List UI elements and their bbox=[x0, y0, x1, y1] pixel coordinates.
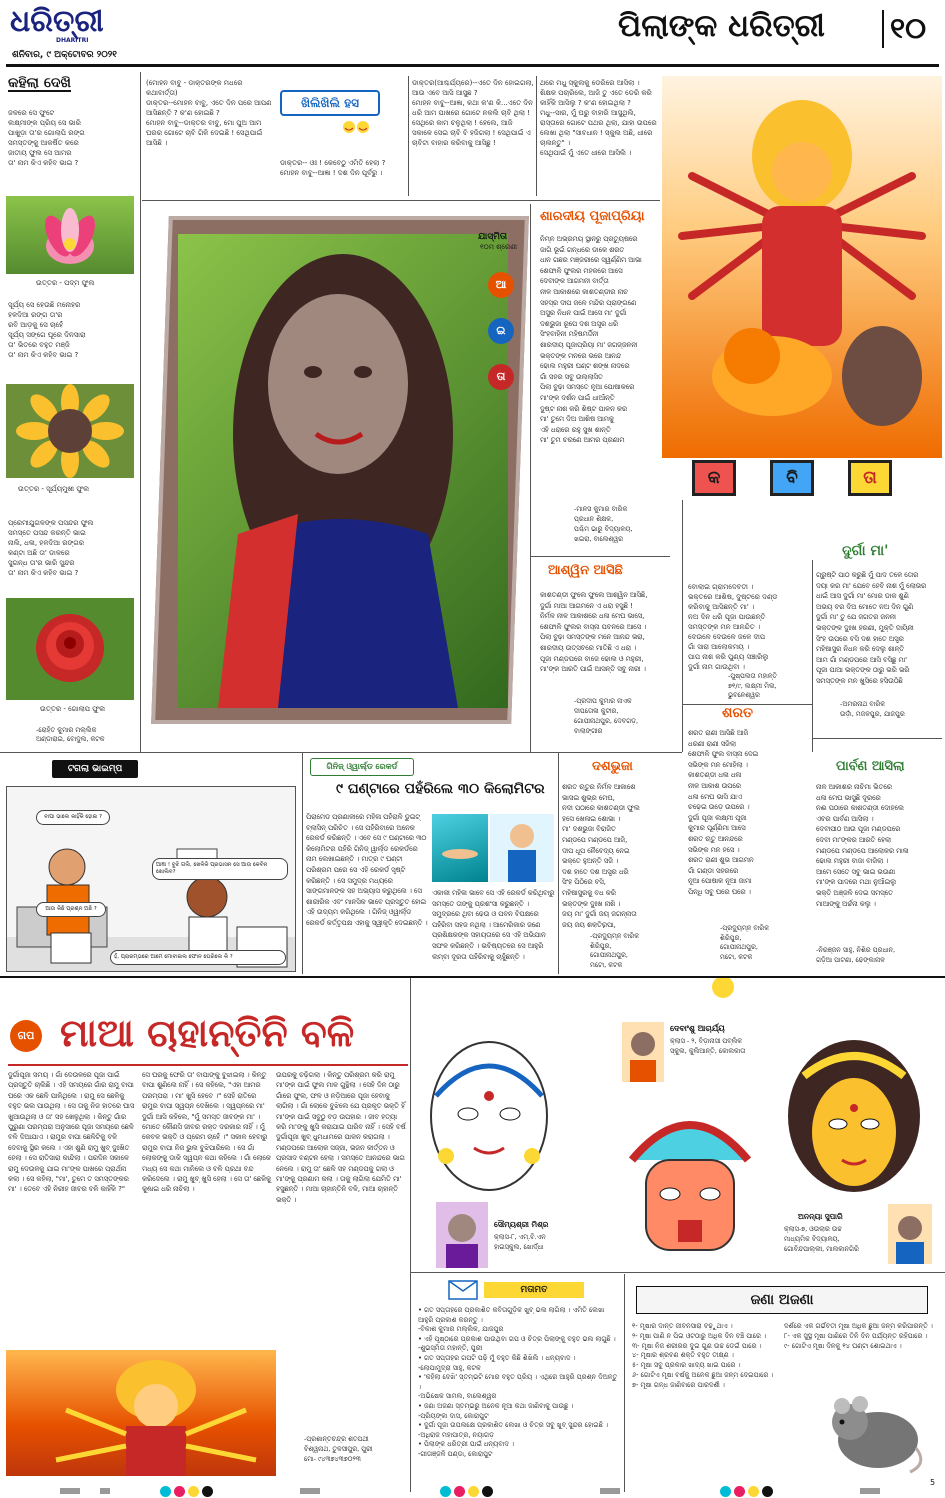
sharata-credit: -ପ୍ରଦ୍ୟୁମ୍ନ ବାରିକ ଶିରିପୁର, ଗୋପୀନାଥପୁର, ମଟୋ, କଟକ bbox=[720, 924, 770, 961]
durga-ma-credit: -ଅମରନାଥ ବାରିକ ଉଡ଼ାଁ, ମଜଳପୁର, ଯାଜପୁର bbox=[840, 700, 905, 718]
riddle-1: ଜଳରେ ସେ ଫୁଟେ ଲକ୍ଷ୍ମୀଙ୍କ ପ୍ରିୟ ସେ ଭାରି ପାଖୁଡ଼ା ତା'ର ଗୋଲାପି ରଙ୍ଗ ସମସ୍ତଙ୍କୁ ଆକର୍ଷିତ କରେ ଜାତୀୟ ଫୁଲ ସେ ଆମର ତା' ନାମ କିଏ କହିବ ଭାଇ ? bbox=[8, 109, 85, 167]
featured-child-photo bbox=[178, 234, 508, 708]
sunflower-icon bbox=[6, 384, 134, 478]
col-divider-cartoon bbox=[302, 752, 303, 974]
kavita-tile-bi: ବି bbox=[770, 460, 814, 496]
joke-1-col-c: ଡାକ୍ତର(ଆଶ୍ଚର୍ଯ୍ୟରେ)--ଏତେ ଦିନ ହୋଇଗଲା, ଆଉ ଏବେ ଆସି ଆସୁଛ ? ମୋହନ ବାବୁ--ଆଜ୍ଞା, କଥା କ'ଣ କି...ଏତେ ଦିନ ଧରି ଆମ ପାଖରେ ଗୋଟେ ନକଲି ଚାବି ଥିଲା ! ସେଥିରେ କାମ ଚଳୁଥିଲା ! ହେଲେ, ଆଜି ସକାଳେ ସେଇ ଚାବି ବି ହଜିଗଲା ! ସେଥିପାଇଁ ଏ ଚାବିଟା ବାହାର କରିବାକୁ ଆସିଛୁ ! bbox=[412, 79, 534, 147]
sunflower-image bbox=[6, 384, 134, 478]
gapa-durga-image bbox=[6, 1350, 276, 1476]
col-divider-sharadiya bbox=[530, 204, 531, 752]
parbana-title: ପାର୍ବଣ ଆସିଲା bbox=[836, 759, 905, 774]
durga-idol-image bbox=[662, 76, 942, 458]
gapa-durga-illustration bbox=[6, 1350, 276, 1476]
col-divider-mid bbox=[682, 500, 683, 752]
mid-poem-credit: -ପୁଷ୍ପଲତା ମହାନ୍ତି ୭୧/୯, ଲକ୍ଷ୍ମୀ ମିଲ, ଭୁବନେଶ୍ୱର bbox=[728, 672, 778, 699]
joke-divider-2 bbox=[536, 76, 537, 196]
reg-mark-1 bbox=[160, 1486, 171, 1497]
child-class: ୧୦ମ ଶ୍ରେଣୀ bbox=[480, 243, 518, 251]
riddle-2: ସୂର୍ଯ୍ୟ ସେ ହେଉଛି ମନୋହର ହଳଦିଆ ରଙ୍ଗ ତା'ର ରବି ଆଡ଼କୁ ସେ ଚାହେଁ ସୂର୍ଯ୍ୟ ସଙ୍ଗେ ଘୂରେ ଦିନସାରା ତା' ଭିତରେ ବହୁତ ମଞ୍ଜି ତା' ନାମ କିଏ କହିବ ଭାଇ ? bbox=[8, 301, 86, 359]
gapa-credit: -ପ୍ରଶାନ୍ତଚନ୍ଦ୍ର ଶତପଥୀ ବିଶ୍ୱନାଥ, ତୁଳସୀପୁର, ପୁରୀ ମୋ- ୯୪୩୭୪୩୭୦୨୩ bbox=[304, 1435, 373, 1463]
col-divider-durga bbox=[812, 560, 813, 752]
folio-number: 5 bbox=[930, 1478, 936, 1487]
artist-2-name: ସୌମ୍ୟଶ୍ରୀ ମିଶ୍ର bbox=[494, 1220, 549, 1229]
kids-section-badge bbox=[712, 976, 734, 998]
artist-3-photo bbox=[888, 1204, 932, 1264]
footer-bar-3 bbox=[300, 1488, 320, 1494]
col-divider-left bbox=[140, 72, 141, 752]
parbana-top-rule bbox=[812, 738, 942, 739]
rat-image bbox=[820, 1378, 930, 1476]
gapa-col-1: ଦୁର୍ଗାପୂଜା ସମୟ । ଗାଁ ଦେଉଳରେ ପୂଜା ପାଇଁ ପ୍ରସ୍ତୁତି ଚାଲିଛି । ଏହି ସମୟରେ ଗାଁର ରାମୁ ବାପା ଘରେ ଏକ ଛେଳି ପାଳିଥିଲେ । ରାମୁ ସେ ଛେଳିକୁ ବହୁତ ଭଲ ପାଉଥିଲା । ସେ ତାକୁ ନିଜ ହାତରେ ଘାସ ଖୁଆଉଥିଲା ଓ ତା' ସହ ଖେଳୁଥିଲା । କିନ୍ତୁ ଗାଁର ପୁରୁଣା ପରମ୍ପରା ଅନୁସାରେ ପୂଜା ସମୟରେ ଛେଳି ବଳି ଦିଆଯାଏ । ରାମୁର ବାପା ଛେଳିଟିକୁ ବଳି ଦେବାକୁ ସ୍ଥିର କଲେ । ଏହା ଶୁଣି ରାମୁ ଖୁବ୍ ଦୁଃଖିତ ହେଲା । ସେ ରାତିସାରା କାନ୍ଦିଲା । ପରଦିନ ସକାଳେ ରାମୁ ଦେଉଳକୁ ଯାଇ ମା'ଙ୍କ ପାଖରେ ପ୍ରାର୍ଥନା କଲା । ସେ କହିଲା, "ମା', ତୁମେ ତ ସମସ୍ତଙ୍କର ମା' । ତେବେ ଏହି ନିରୀହ ଜୀବର ବଳି କାହିଁକି ?" bbox=[8, 1071, 135, 1194]
reg-mark-2 bbox=[174, 1486, 185, 1497]
drawing-1 bbox=[426, 1036, 552, 1196]
drawing-3 bbox=[784, 1036, 924, 1202]
guinness-body-1: ପିରାମେଡ ପ୍ରଣାଳୀରେ ମହିଳା ପହଁରାଳି ଡୁଇଟ୍ ବ୍ଲାସିନ୍ ପରିଚିତ । ସେ ପହଁରିବାରେ ଅନେକ ରେକର୍ଡ କରିଛନ୍ତି । ଏବେ ସେ ୯ ଘଣ୍ଟାରେ ୩୦ କିଲୋମିଟର ପହଁରି ଗିନିଜ୍ ୱାର୍ଲ୍ଡ ରେକର୍ଡରେ ନାମ ଲେଖାଇଛନ୍ତି । ମାତ୍ର ୯ ଘଣ୍ଟା ପରିଶ୍ରମ ପରେ ସେ ଏହି ରେକର୍ଡ ସୃଷ୍ଟି କରିଛନ୍ତି । ସେ ସମୁଦ୍ର ମଧ୍ୟରେ ସାଙ୍ଗମାନଙ୍କ ସହ ଅଭ୍ୟାସ କରୁଥିଲେ । ସେ ଶାରୀରିକ ଏବଂ ମାନସିକ ଭାବେ ପ୍ରସ୍ତୁତ ହୋଇ ଏହି ଉଦ୍ୟମ କରିଥିଲେ । ଗିନିଜ୍ ଓ୍ୱାର୍ଲ୍ଡ ରେକର୍ଡ କର୍ତ୍ତୃପକ୍ଷ ଏହାକୁ ସ୍ୱୀକୃତି ଦେଇଛନ୍ତି । bbox=[306, 813, 428, 927]
section-title: ପିଲାଙ୍କ ଧରିତ୍ରୀ bbox=[618, 8, 825, 44]
col-divider-gapa bbox=[410, 978, 411, 1492]
circle-ta: ତା bbox=[488, 364, 514, 390]
khilikhili-section bbox=[142, 72, 658, 200]
reg-mark-11 bbox=[748, 1486, 759, 1497]
rose-image bbox=[6, 598, 134, 700]
ashwina-title: ଆଶ୍ୱିନ ଆସିଛି bbox=[548, 563, 623, 578]
guinness-body-2: ଏକାକୀ ମହିଳା ଭାବେ ସେ ଏହି ରେକର୍ଡ କରିଥିବାରୁ ସମସ୍ତେ ତାଙ୍କୁ ପ୍ରଶଂସା କରୁଛନ୍ତି । ସମୁଦ୍ରରେ ଥିବା ଢେଉ ଓ ପବନ ବିପକ୍ଷରେ ପହଁରିବା ସହଜ ନଥିଲା । ଆମେରିକାର ଜଣେ ପ୍ରଶିକ୍ଷକଙ୍କ ସହାୟତାରେ ସେ ଏହି ଅଭିଯାନ ସଫଳ କରିଛନ୍ତି । ଭବିଷ୍ୟତରେ ସେ ଆହୁରି ଲମ୍ବା ଦୂରତା ପହଁରିବାକୁ ଚାହୁଁଛନ୍ତି । bbox=[432, 889, 555, 961]
khilikhili-title-box bbox=[280, 90, 380, 116]
footer-bar-4 bbox=[600, 1488, 620, 1494]
ashwina-credit: -ପ୍ରଦୀପ କୁମାର ନାଏକ ଦୀପତୋଳା କୁଟୀର, ଗୋପୀନାଥପୁର, ଦେବଗଡ଼, ବାଲାଙ୍ଗୀର bbox=[574, 697, 639, 735]
jana-title: ଜଣା ଅଜଣା bbox=[750, 1292, 814, 1308]
artist-1-photo bbox=[622, 1022, 664, 1082]
ashwina-top-rule bbox=[530, 556, 670, 557]
artist-3-name: ଅନନ୍ୟା ସୁପାରି bbox=[798, 1212, 843, 1221]
matamata-title-box bbox=[484, 1282, 584, 1298]
reg-mark-5 bbox=[440, 1486, 451, 1497]
rat-icon bbox=[820, 1378, 930, 1476]
riddle-3-answer: ଉତ୍ତର - ଗୋଲାପ ଫୁଲ bbox=[40, 705, 106, 713]
khilikhili-rule bbox=[142, 200, 660, 201]
durga-ma-poem: ଗ୍ରୁଷ୍ଟି ପାଠ କରୁଛି ମୁଁ ପାଦ ତଳେ ତୋର ଦୟା କର ମା' ଯେବେ ହେବି ନାଶ ମୁଁ ଲୋଭର ଧାଇଁ ଆସ ଦୁର୍ଗା ମା' ମୋର ଡାକ ଶୁଣି ଅଭୟ ବର ଦିଅ ମୋତେ ନଅ ଦିନ ଗୁଣି ଦୁର୍ଗା ମା' ତୁ ଯେ ଜଗତର ଜନନୀ ଭକ୍ତଙ୍କ ଦୁଃଖ ହରଣୀ, ମୁକ୍ତି ଦାୟିନୀ ସିଂହ ଉପରେ ବସି ଦଶ ହାତେ ଅସ୍ତ୍ର ମହିଷାସୁର ନିଧନ କରି ଦେଲୁ ଶାନ୍ତି ଆମ ଗାଁ ମଣ୍ଡପରେ ଆସି ବସିଛୁ ମା' ପୂଜା ପାଆ ଭକ୍ତଙ୍କ ଠାରୁ ଭରି ଭରି ସମସ୍ତଙ୍କ ମନ ଖୁସିରେ ହସିଉଠିଛି bbox=[816, 571, 927, 685]
row2-rule bbox=[0, 752, 682, 753]
kavita-tile-ka: କ bbox=[692, 460, 736, 496]
cartoon-bubble-2: ଆଜ୍ଞା ! ବୁଝି ଗଲି, ଖେଳିକି ପ୍ରଭାସନ ସେ ଆଉ କେବିନ ଖୋଲିବ? bbox=[152, 858, 288, 880]
gapa-tag-text: ଗପ bbox=[17, 1029, 35, 1042]
sharadiya-poem: ନିମ୍ନ ଅଭ୍ରମୟ ସ୍ଥାନରୁ ପ୍ରତ୍ୟୁଷରେ ଜାଗି ଭୂଇଁ ଗନ୍ଧରେ ଡାକେ ଶରତ ଧାନ ଗଛର ମଞ୍ଜରୀରେ ସ୍ୱର୍ଣ୍ଣିମ ଆଭା ଶେଫାଳି ଫୁଲର ମହକରେ ଆସେ ଦେବୀଙ୍କ ଆଗମନୀ ବାର୍ତ୍ତା ନୀଳ ଆକାଶରେ କାଶତଣ୍ଡୀର ନାଚ ସହସ୍ର ଦୀପ ଜଳେ ମନ୍ଦିର ପ୍ରାଙ୍ଗଣେ ଅସୁର ନିଧନ ପାଇଁ ଆସେ ମା' ଦୁର୍ଗା ଦଶଭୁଜା ରୂପେ ଦଶ ଅସ୍ତ୍ର ଧରି ସିଂହବାହିନୀ ମହିଷମର୍ଦ୍ଦିନୀ ଶାରଦୀୟ ପୂଜାପ୍ରିୟା ମା' ଜଗଜ୍ଜନନୀ ଭକ୍ତଙ୍କ ମନରେ ଭରେ ଆନନ୍ଦ ଢୋଲ ମହୁରୀ ଘଣ୍ଟ ଶଙ୍ଖ ନାଦରେ ଗାଁ ସହର ସବୁ ଉଲ୍ଲାସିତ ପିଲା ବୁଢ଼ା ସମସ୍ତେ ନୂଆ ପୋଷାକରେ ମା'ଙ୍କ ଦର୍ଶନ ପାଇଁ ଧାଆଁନ୍ତି ଦୁଷ୍ଟ ନାଶ କରି ଶିଷ୍ଟ ପାଳନ କର ମା' ତୁମେ ଦିଅ ଆଶିଷ ଆମକୁ ଏହି ଧରାରେ ରହୁ ସୁଖ ଶାନ୍ତି ମା' ତୁମ ଚରଣେ ଆମର ପ୍ରଣାମ bbox=[540, 235, 642, 445]
riddle-3: ପ୍ରେମୀଯୁଗଳଙ୍କ ପସନ୍ଦର ଫୁଲ ସମସ୍ତେ ପସନ୍ଦ କରନ୍ତି ଭାଇ ନାଲି, ଧଳା, ହଳଦିଆ ରଙ୍ଗର କଣ୍ଟା ଅଛି ତା' ଡାଳରେ ସୁଗନ୍ଧ ତା'ର ଭାରି ସୁନ୍ଦର ତା' ନାମ କିଏ କହିବ ଭାଇ ? bbox=[8, 519, 94, 577]
guinness-tag: ଗିନିଜ୍ ଓ୍ୱାର୍ଲ୍ଡ ରେକର୍ଡ bbox=[326, 762, 398, 771]
cartoon-bubble-3: ଆଉ କିଛି ପ୍ରଶ୍ନ ଅଛି ? bbox=[36, 902, 106, 917]
masthead bbox=[0, 0, 945, 68]
matamata-body: • ଗତ ସପ୍ତାହରେ ପ୍ରକାଶିତ କବିତାଗୁଡ଼ିକ ଖୁବ୍ ଭଲ ଲାଗିଲା । ଏମିତି ଲେଖା ଆହୁରି ପ୍ରକାଶ କରନ୍ତୁ । -ବିକାଶ କୁମାର ମଲ୍ଲିକ, ଯାଜପୁର • ଏହି ପୃଷ୍ଠାରେ ପ୍ରକାଶ ପାଉଥିବା ଗପ ଓ ଚିତ୍ର ପିଲାଙ୍କୁ ବହୁତ ଭଲ ଲାଗୁଛି । -ଶୁଭସ୍ମିତା ମହାନ୍ତି, ପୁରୀ • ଗତ ସପ୍ତାହର ଗପଟି ପଢ଼ି ମୁଁ ବହୁତ କିଛି ଶିଖିଲି । ଧନ୍ୟବାଦ । -ଲୋପାମୁଦ୍ରା ସାହୁ, କଟକ • 'କହିଲା ଦେଖି' ସ୍ତମ୍ଭଟି ମୋର ବହୁତ ପ୍ରିୟ । ଏଥିରେ ଆହୁରି ପ୍ରଶ୍ନ ଦିଅନ୍ତୁ । -ଅଭିଷେକ ସାମଲ, ବାଲେଶ୍ୱର • ଜଣା ଅଜଣା ସ୍ତମ୍ଭରୁ ଅନେକ ନୂଆ କଥା ଜାଣିବାକୁ ପାଉଛୁ । -ପ୍ରିୟଙ୍କା ଦାସ, କୋରାପୁଟ • ଦୁର୍ଗା ପୂଜା ଉପଲକ୍ଷେ ପ୍ରକାଶିତ ଲେଖା ଓ ଚିତ୍ର ସବୁ ଖୁବ୍ ସୁନ୍ଦର ହୋଇଛି । -ଅଧିରାଜ ମହାପାତ୍ର, ନୟାଗଡ଼ • ପିଲାଙ୍କ ଧରିତ୍ରୀ ପାଇଁ ଧନ୍ୟବାଦ । -ଗୀତାଞ୍ଜଳି ପଣ୍ଡା, କୋରାପୁଟ bbox=[418, 1306, 618, 1458]
riddle-2-answer: ଉତ୍ତର - ସୂର୍ଯ୍ୟମୁଖୀ ଫୁଲ bbox=[18, 485, 90, 493]
lotus-icon bbox=[6, 196, 134, 274]
parbana-credit: -ନିରଞ୍ଜନ ସାହୁ, ନିଶିର ପ୍ରଧାନ, ଗଡ଼ିଆ ପାଟଣା, ଢେଙ୍କାନାଳ bbox=[816, 946, 896, 964]
footer-bar-5 bbox=[860, 1488, 880, 1494]
row3-rule bbox=[0, 976, 945, 978]
sharata-title: ଶରତ bbox=[722, 705, 754, 721]
joke-divider-1 bbox=[408, 76, 409, 196]
art-1-durga-face bbox=[426, 1036, 552, 1196]
child-name: ଯାସ୍ମିତା bbox=[478, 232, 508, 242]
logo bbox=[10, 4, 160, 44]
art-2-kali-face bbox=[612, 1100, 768, 1262]
dashabhuja-poem: ଶରତ ଋତୁର ନିର୍ମଳ ଆକାଶେ ଭାସଇ ଶୁଭ୍ର ମେଘ, ନଦୀ ପଠାରେ କାଶତଣ୍ଡୀ ଫୁଲ ହସେ ଖେଳାଇ ଶୋଭା । ମା' ଦଶଭୁଜା ବିରାଜିତ ମଣ୍ଡପେ ମଣ୍ଡପେ ଆଜି, ଦୀପ ଧୂପ ନୈବେଦ୍ୟ ନେଇ ଭକ୍ତେ ହୁଅନ୍ତି ସଜି । ଦଶ ହାତେ ଦଶ ଅସ୍ତ୍ର ଧରି ସିଂହ ପିଠିରେ ବସି, ମହିଷାସୁରକୁ ବଧ କରି ଭକ୍ତଙ୍କ ଦୁଃଖ ନାଶି । ଜୟ ମା' ଦୁର୍ଗା ଜୟ ଜଗନ୍ନାତା ଜୟ ଜୟ ଶକ୍ତିରୂପା, bbox=[562, 783, 640, 928]
sharadiya-title: ଶାରଦୀୟ ପୂଜାପ୍ରିୟା bbox=[540, 209, 645, 224]
sharadiya-credit: -ମାନସ କୁମାର ବାରିକ ପ୍ରଧାନ ଶିକ୍ଷକ, ପଶ୍ଚିମ ଭାରୁ ବିଦ୍ୟାଳୟ, ଖଇରା, ବାଲେଶ୍ୱର bbox=[574, 505, 633, 543]
tagala-title-box bbox=[52, 760, 138, 778]
jana-title-box bbox=[636, 1286, 928, 1314]
col-divider-dashabhuja bbox=[558, 752, 559, 974]
artist-2-photo bbox=[436, 1202, 488, 1268]
artist-1-name: ଦେବାଂଶୁ ଆଚାର୍ଯ୍ୟ bbox=[670, 1024, 725, 1033]
footer-bar-1 bbox=[60, 1488, 80, 1494]
envelope-icon bbox=[448, 1280, 478, 1300]
artist-3-info: କ୍ଲାସ-୭, ଓଉଲାର ଉଚ୍ଚ ମାଧ୍ୟମିକ ବିଦ୍ୟାଳୟ, ଗୋବିନ୍ଦପାଲ୍ଲୀ, ମାଲକାନଗିରି bbox=[784, 1225, 859, 1253]
ashwina-poem: କାଶତଣ୍ଡୀ ଫୁଲେ ଫୁଲେ ଆଶ୍ୱିନ ଆସିଛି, ଦୁର୍ଗା ମାଆ ଆଗମନେ ଏ ଧରା ହସୁଛି ! ନିର୍ମଳ ନୀଳ ଆକାଶରେ ଧଳା ମେଘ ଭାସେ, ଶେଫାଳି ଫୁଲର ବାସ୍ନା ପବନରେ ଆସେ । ପିଲା ବୁଢ଼ା ସମସ୍ତଙ୍କ ମନେ ଆନନ୍ଦ ଭରା, ଶାରଦୀୟ ଉତ୍ସବରେ ମାତିଛି ଏ ଧରା । ପୂଜା ମଣ୍ଡପରେ ବାଜେ ଢୋଲ ଓ ମହୁରୀ, ମା'ଙ୍କ ଆରତି ପାଇଁ ଆସନ୍ତି ସବୁ ନାରୀ । bbox=[540, 591, 648, 674]
durga-illustration bbox=[662, 76, 942, 458]
issue-date: ଶନିବାର, ୯ ଅକ୍ଟୋବର ୨୦୨୧ bbox=[12, 50, 117, 60]
reg-mark-9 bbox=[720, 1486, 731, 1497]
khilikhili-title: ଖିଲିଖିଲି ହସ bbox=[301, 96, 359, 110]
guinness-headline: ୯ ଘଣ୍ଟାରେ ପହଁରିଲେ ୩୦ କିଲୋମିଟର bbox=[336, 781, 545, 797]
drawing-2 bbox=[612, 1100, 768, 1262]
row4-rule bbox=[410, 1272, 945, 1273]
circle-a: ଆ bbox=[488, 272, 514, 298]
dashabhuja-credit: -ପ୍ରଦ୍ୟୁମ୍ନ ବାରିକ ଶିରିପୁର, ଗୋପୀନାଥପୁର, ମଟୋ, କଟକ bbox=[590, 932, 640, 969]
joke-1-col-a: (ମୋହନ ବାବୁ - ଡାକ୍ତରଙ୍କ ମଧରେ କଥାବାର୍ତ୍ତା) ଡାକ୍ତର--ମୋହନ ବାବୁ, ଏତେ ଦିନ ପରେ ଆପଣ ଆସିଛନ୍ତି ? କ'ଣ ହୋଇଛି ? ମୋହନ ବାବୁ--ଡାକ୍ତର ବାବୁ, ମୋ ପୁଅ ଆମ ଘରର ଗୋଟେ ଚାବି ଗିଳି ଦେଇଛି ! ସେଥିପାଇଁ ଆସିଛି । bbox=[146, 79, 272, 147]
reg-mark-6 bbox=[454, 1486, 465, 1497]
joke-2: ଥରେ ମଧୁ ସ୍କୁଲକୁ ଡେରିରେ ଆସିଲା । ଶିକ୍ଷକ ପଚାରିଲେ, ଆଜି ତୁ ଏତେ ଡେରି କରି କାହିଁକି ଆସିଲୁ ? କ'ଣ ହୋଇଥିଲା ? ମଧୁ--ସାର, ମୁଁ ଘରୁ ବାହାରି ଆସୁଥିଲି, ରାସ୍ତାରେ ଗୋଟେ ପଥର ଥିଲା, ଯାହା ଉପରେ ଲେଖା ଥିଲା "ସାବଧାନ ! ସ୍କୁଲ ଅଛି, ଧୀରେ ଚାଲନ୍ତୁ" । ସେଥିପାଇଁ ମୁଁ ଏତେ ଧୀରେ ଆସିଲି । bbox=[540, 79, 657, 157]
guinness-tag-box bbox=[310, 758, 414, 776]
laughing-emoji-icon bbox=[342, 120, 370, 134]
masthead-rule bbox=[6, 64, 939, 67]
title-divider bbox=[882, 10, 884, 48]
art-3-durga-face bbox=[784, 1036, 924, 1202]
durga-ma-title: ଦୁର୍ଗା ମା' bbox=[842, 543, 889, 559]
matamata-title: ମତାମତ bbox=[520, 1285, 548, 1295]
jana-col-2: ଦର୍ଶରେ ଏକ ଗର୍ଭବତୀ ମୂଷା ଅଧିକ ଛୁଆ ଜନ୍ମ କରିପାରନ୍ତି । ୮- ଏକ ସୁସ୍ଥ ମୂଷା ପାଣିରେ ତିନି ଦିନ ପର୍ଯ୍ୟନ୍ତ ରହିପାରେ । ୯- ଗୋଟିଏ ମୂଷା ଦିନକୁ ୧୪ ଘଣ୍ଟା ଶୋଇଥାଏ । bbox=[784, 1322, 933, 1350]
cartoon-bubble-4: ହଁ, ପ୍ରାରମ୍ଭରେ ଆମେ ମୋବାଇଲ ଫୋନ ଘେରିଲେ କି ? bbox=[110, 950, 286, 965]
gapa-headline: ମାଆ ଚାହାନ୍ତିନି ବଳି bbox=[60, 1011, 355, 1055]
gapa-headline-rule bbox=[8, 1064, 408, 1066]
cartoon-bubble-1: ବାପା ଭାଲେ କାହିଁକି ହୋଇ ? bbox=[36, 810, 110, 825]
col-divider-matamata bbox=[624, 1274, 625, 1492]
lotus-image bbox=[6, 196, 134, 274]
gapa-col-2: ସେ ଘରକୁ ଫେରି ତା' ବାପାଙ୍କୁ ବୁଝାଇଲା । କିନ୍ତୁ ବାପା ଶୁଣିଲେ ନାହିଁ । ସେ କହିଲେ, "ଏହା ଆମର ପରମ୍ପରା । ମା' ଖୁସି ହେବେ ।" ସେହି ରାତିରେ ରାମୁର ବାପା ସ୍ୱପ୍ନ ଦେଖିଲେ । ସ୍ୱପ୍ନରେ ମା' ଦୁର୍ଗା ଆସି କହିଲେ, "ମୁଁ ସମସ୍ତ ଜୀବଙ୍କ ମା' । ମୋତେ କୌଣସି ଜୀବର ରକ୍ତ ଦରକାର ନାହିଁ । ମୁଁ କେବଳ ଭକ୍ତି ଓ ପ୍ରେମ ଚାହେଁ ।" ସକାଳ ହେବାରୁ ରାମୁର ବାପା ନିଜ ଭୁଲ ବୁଝିପାରିଲେ । ସେ ଗାଁ ଲୋକଙ୍କୁ ଡାକି ସ୍ୱପ୍ନ କଥା କହିଲେ । ଗାଁ ଲୋକେ ମଧ୍ୟ ସେ କଥା ମାନିଲେ ଓ ବଳି ପ୍ରଥା ବନ୍ଦ କରିଦେଲେ । ରାମୁ ଖୁବ୍ ଖୁସି ହେଲା । ସେ ତା' ଛେଳିକୁ କୁଣ୍ଢାଇ ଧରି ନାଚିଲା । bbox=[142, 1071, 272, 1194]
rose-icon bbox=[6, 598, 134, 700]
swimmer-photo-1 bbox=[432, 814, 488, 882]
swimmer-photo-2 bbox=[490, 814, 554, 882]
jana-col-1: ୧- ମୂଷାର ଦାନ୍ତ ଜୀବନସାରା ବଢ଼ୁଥାଏ । ୨- ମୂଷା ପାଣି ନ ପିଇ ଓଟଠାରୁ ଅଧିକ ଦିନ ବଞ୍ଚି ପାରେ । ୩- ମୂଷା ନିଜ ଶରୀରର ଦୁଇ ଗୁଣ ଉଚ୍ଚ ଡେଇଁ ପାରେ । ୪- ମୂଷାର ଶ୍ରବଣ ଶକ୍ତି ବହୁତ ତୀକ୍ଷ୍ଣ । ୫- ମୂଷା ସବୁ ପ୍ରକାର ଖାଦ୍ୟ ଖାଇ ପାରେ । ୬- ଗୋଟିଏ ମୂଷା ବର୍ଷକୁ ଅନେକ ଛୁଆ ଜନ୍ମ ଦେଇପାରେ । ୭- ମୂଷା ଗନ୍ଧ ଜାଣିବାରେ ପାରଦର୍ଶୀ । bbox=[632, 1322, 774, 1389]
sharata-poem: ଶରତ ରାଣୀ ଆସିଛି ଆଜି ଧରଣୀ ରାଣୀ ସଜିଲା ଶେଫାଳି ଫୁଲ ବାସ୍ନା ଦେଇ ସଭିଙ୍କ ମନ ମୋହିଲା । କାଶତଣ୍ଡୀ ଧଳା ଧଳା ନୀଳ ଆକାଶ ଉପରେ ଧଳା ମେଘ ଭାସି ଯାଏ ଚଢ଼େଇ ଉଡ଼େ ଉପରେ । ଦୁର୍ଗା ପୂଜା ଲକ୍ଷ୍ମୀ ପୂଜା କୁମାର ପୂର୍ଣ୍ଣିମା ଆସେ ଶରତ ଋତୁ ଆନନ୍ଦରେ ସଭିଙ୍କ ମନ ହସେ । ଶରତ ରାଣୀ ଶୁଭ ଆଗମନ ଗାଁ ଗଣ୍ଡା ସହରରେ ନୂଆ ପୋଷାକ ନୂଆ ଜାମା ପିନ୍ଧି ସବୁ ଘରେ ଘରେ । bbox=[688, 729, 759, 896]
tagala-cartoon-section bbox=[0, 754, 302, 976]
reg-mark-8 bbox=[482, 1486, 493, 1497]
page-number: ୧୦ bbox=[890, 11, 927, 45]
reg-mark-12 bbox=[762, 1486, 773, 1497]
gapa-col-3: ଉପରକୁ ଚଢ଼ିଗଲା । କିନ୍ତୁ ପରିଶ୍ରମ କରି ରାମୁ ମା'ଙ୍କ ପାଇଁ ଫୁଲ ମାଳ ଗୁନ୍ଥିଲା । ସେହି ଦିନ ଠାରୁ ଗାଁରେ ଫୁଲ, ଫଳ ଓ ନଡ଼ିଆରେ ପୂଜା ହେବାକୁ ଲାଗିଲା । ଗାଁ ଲୋକେ ବୁଝିଲେ ଯେ ପ୍ରକୃତ ଭକ୍ତି ହିଁ ମା'ଙ୍କ ପାଇଁ ସବୁଠୁ ବଡ଼ ଉପହାର । ଜୀବ ହତ୍ୟା କରି ମା'ଙ୍କୁ ଖୁସି କରାଯାଇ ପାରିବ ନାହିଁ । ସେହି ବର୍ଷ ଦୁର୍ଗାପୂଜା ଖୁବ୍ ଧୁମଧାମରେ ପାଳନ କରାଗଲା । ମଣ୍ଡପରେ ଆଲୋକ ସଜ୍ଜା, ଭଜନ କୀର୍ତ୍ତନ ଓ ପ୍ରସାଦ ବଣ୍ଟନ ହେଲା । ସମସ୍ତେ ଆନନ୍ଦରେ ଭାଗ ନେଲେ । ରାମୁ ତା' ଛେଳି ସହ ମଣ୍ଡପକୁ ଗଲା ଓ ମା'ଙ୍କୁ ପ୍ରଣାମ କଲା । ତାକୁ ଲାଗିଲା ଯେମିତି ମା' ହସୁଛନ୍ତି । ମାଆ ଚାହାନ୍ତିନି ବଳି, ମାଆ ଚାହାନ୍ତି ଭକ୍ତି । bbox=[276, 1071, 406, 1204]
circle-i: ଇ bbox=[488, 318, 514, 344]
kavita-tile-ta: ତା bbox=[848, 460, 892, 496]
artist-2-info: କ୍ଲାସ-୮, ଏମ୍.ବି.ଏନ ହାଇସ୍କୁଲ, ଖୋର୍ଦ୍ଧା bbox=[494, 1233, 546, 1251]
reg-mark-7 bbox=[468, 1486, 479, 1497]
reg-mark-4 bbox=[202, 1486, 213, 1497]
footer-bar-2 bbox=[100, 1488, 110, 1494]
mid-poem: ବୋଲାଇ ଗ୍ରାମଦେବତୀ । ଭକ୍ତରେ ଆଶିଷ, ଦୁଷ୍ଟରେ ଦଣ୍ଡ କରିବାକୁ ଆସିଛନ୍ତି ମା' । ନଅ ଦିନ ଧରି ପୂଜା ପାଉଛନ୍ତି ସମସ୍ତଙ୍କ ମନ ଆନନ୍ଦିତ । ଦେଉଳେ ଦେଉଳେ ଜଳେ ଦୀପ ଗାଁ ସାରା ଆଲୋକମୟ । ପାପ ନାଶ କରି ପୁଣ୍ୟ ସଞ୍ଚାରିଲୁ ଦୁର୍ଗା ନାମ ଗାଉଥିବା । bbox=[688, 583, 778, 671]
gapa-tag bbox=[10, 1020, 42, 1052]
kahila-dekhi-credit: -ରୋହିତ କୁମାର ମଲ୍ଲିକ ଅଣ୍ଡାରାଇ, ବୋଦୁଲ, କଟକ bbox=[36, 726, 105, 743]
joke-1-col-b: ଡାକ୍ତର-- ଓଃ ! କେବେଠୁ ଏମିତି ହେଲା ? ମୋହନ ବାବୁ--ଆଜ୍ଞା ! ଦଶ ଦିନ ପୂର୍ବରୁ । bbox=[280, 159, 386, 177]
reg-mark-10 bbox=[734, 1486, 745, 1497]
dashabhuja-title: ଦଶଭୁଜା bbox=[592, 759, 633, 774]
riddle-1-answer: ଉତ୍ତର - ପଦ୍ମ ଫୁଲ bbox=[36, 279, 95, 287]
tagala-title: ଟଗଲା ଭାଇମ୍ପ bbox=[67, 764, 123, 774]
artist-1-info: କ୍ଲାସ - ୨, ବିଡ଼ାନାସୀ ପବ୍ଲିକ ସ୍କୁଲ, କୁଲିଆନ୍ତି, କୋଲକାତା bbox=[670, 1037, 746, 1055]
logo-subtext: DHARITRI bbox=[56, 37, 89, 44]
logo-text: ଧରିତ୍ରୀ bbox=[10, 4, 104, 39]
kahila-dekhi-section bbox=[0, 72, 140, 752]
matamata-header bbox=[418, 1280, 618, 1300]
kahila-dekhi-title: କହିଲା ଦେଖି bbox=[8, 75, 71, 91]
reg-mark-3 bbox=[188, 1486, 199, 1497]
girl-portrait bbox=[178, 234, 508, 708]
parbana-poem: ନାଳ ଆକାଶର ନାଚିମା ଭିତରେ ଧଳା ମେଘ ଭାସୁଛି ଦୂରରେ ନଈ ପଠାରେ କାଶତଣ୍ଡୀ ଦୋହଲେ ଏବର ପାର୍ବଣ ଆସିଲା । ଦେବୀପୀଠ ଆଉ ପୂଜା ମଣ୍ଡପରେ ଦେବୀ ମା'ଙ୍କର ଆରତି ହେଲା ମଣ୍ଡପେ ମଣ୍ଡପେ ଆଲୋକର ମାଳା ଢୋଲ ମହୁରୀ ବାଜା ବାଜିଲା । ଆମେ ସେତେ ସବୁ ଭାଇ ଭଉଣୀ ମା'ଙ୍କ ପାଦରେ ମଥା ନୁଆଁଇଲୁ ଭକ୍ତି ଅଞ୍ଜଳି ଦେଇ ସମସ୍ତେ ମାଆଙ୍କୁ ଅର୍ଚ୍ଚନା କଲୁ । bbox=[816, 783, 909, 908]
